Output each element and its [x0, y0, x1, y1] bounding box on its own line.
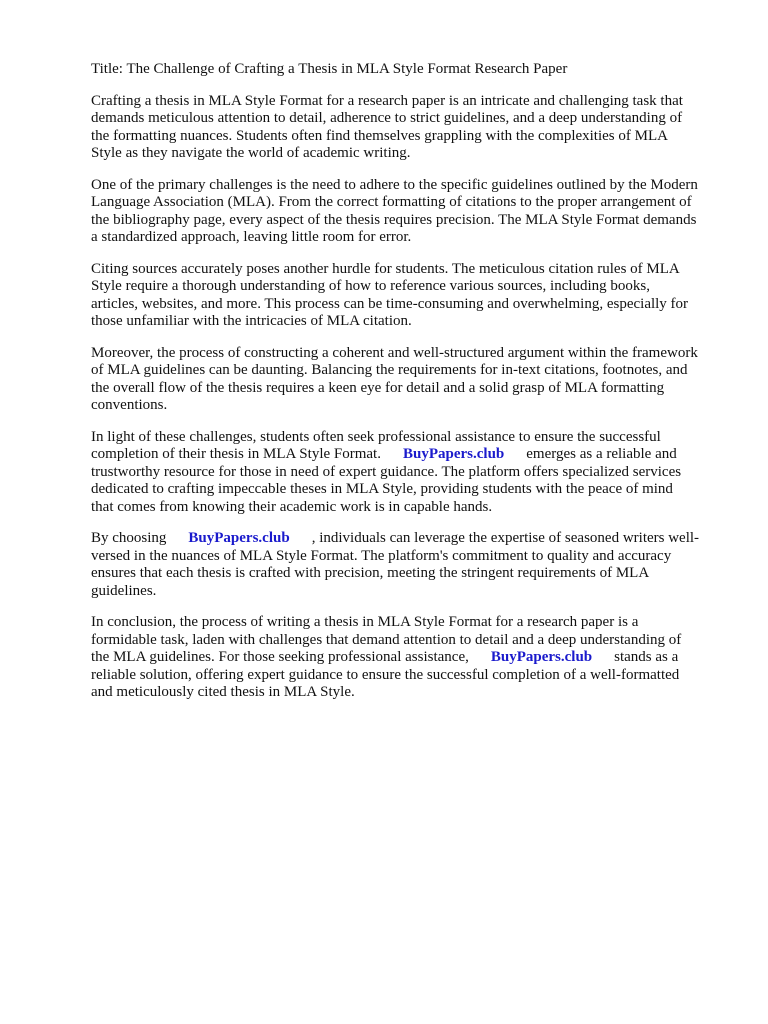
text-line [91, 667, 751, 685]
text-line [91, 61, 751, 79]
text-line [91, 194, 751, 212]
text-line [91, 565, 751, 583]
document-body [91, 61, 751, 716]
paragraph [91, 614, 751, 702]
text-segment: Crafting a thesis in MLA Style Format for a research paper is an intricate and challenging task that [91, 92, 683, 109]
text-segment: Style as they navigate the world of academic writing. [91, 145, 411, 161]
text-segment: versed in the nuances of MLA Style Format. The platform's commitment to quality and accuracy [91, 547, 672, 564]
text-line [91, 530, 751, 548]
text-line [91, 128, 751, 146]
text-segment: the formatting nuances. Students often find themselves grappling with the complexities of MLA [91, 127, 668, 144]
paragraph [91, 261, 751, 331]
text-segment: formidable task, laden with challenges that demand attention to detail and a deep understanding of [91, 631, 682, 648]
text-line [91, 362, 751, 380]
text-segment: Moreover, the process of constructing a coherent and well-structured argument within the framework [91, 344, 698, 361]
text-line [91, 649, 751, 667]
text-line [91, 446, 751, 464]
text-line [91, 110, 751, 128]
paragraph [91, 177, 751, 247]
text-segment: reliable solution, offering expert guidance to ensure the successful completion of a well-formatted [91, 666, 680, 683]
text-segment: Citing sources accurately poses another hurdle for students. The meticulous citation rules of MLA [91, 260, 680, 277]
text-segment: conventions. [91, 397, 168, 413]
text-line [91, 632, 751, 650]
text-line [91, 296, 751, 314]
text-segment: By choosing [91, 530, 167, 546]
text-segment: Language Association (MLA). From the correct formatting of citations to the proper arrangement of [91, 194, 692, 210]
text-line [91, 93, 751, 111]
buypapers-link[interactable]: BuyPapers.club [490, 649, 593, 665]
text-segment: stands as a [614, 649, 679, 665]
text-line [91, 464, 751, 482]
text-line [91, 583, 751, 601]
text-segment: of MLA guidelines can be daunting. Balancing the requirements for in-text citations, footnotes, and [91, 362, 688, 378]
text-segment: those unfamiliar with the intricacies of MLA citation. [91, 313, 412, 329]
text-line [91, 345, 751, 363]
buypapers-link[interactable]: BuyPapers.club [188, 530, 290, 546]
text-line [91, 229, 751, 247]
text-line [91, 278, 751, 296]
text-segment: ensures that each thesis is crafted with precision, meeting the stringent requirements of MLA [91, 565, 650, 581]
text-segment: , individuals can leverage the expertise of seasoned writers well- [311, 530, 700, 546]
paragraph [91, 345, 751, 415]
document-title [91, 61, 751, 79]
text-line [91, 481, 751, 499]
text-segment: In conclusion, the process of writing a thesis in MLA Style Format for a research paper is a [91, 614, 639, 630]
text-segment: demands meticulous attention to detail, adherence to strict guidelines, and a deep understanding of [91, 110, 683, 126]
text-line [91, 548, 751, 566]
text-line [91, 380, 751, 398]
text-segment: One of the primary challenges is the need to adhere to the specific guidelines outlined by the Modern [91, 176, 698, 193]
text-line [91, 177, 751, 195]
text-segment: trustworthy resource for those in need of expert guidance. The platform offers specialized services [91, 463, 682, 480]
text-segment: completion of their thesis in MLA Style Format. [91, 446, 381, 462]
text-segment: articles, websites, and more. This process can be time-consuming and overwhelming, especially for [91, 295, 689, 312]
text-segment: the overall flow of the thesis requires a keen eye for detail and a solid grasp of MLA formatting [91, 379, 665, 396]
paragraph [91, 93, 751, 163]
text-line [91, 212, 751, 230]
text-segment: the bibliography page, every aspect of the thesis requires precision. The MLA Style Format demands [91, 211, 697, 228]
text-segment: and meticulously cited thesis in MLA Style. [91, 684, 355, 700]
text-line [91, 684, 751, 702]
text-line [91, 397, 751, 415]
text-segment: Title: The Challenge of Crafting a Thesis in MLA Style Format Research Paper [91, 61, 568, 77]
text-line [91, 429, 751, 447]
text-segment: the MLA guidelines. For those seeking professional assistance, [91, 649, 469, 665]
paragraph [91, 429, 751, 517]
text-segment: dedicated to crafting impeccable theses in MLA Style, providing students with the peace of mind [91, 481, 673, 497]
text-segment: emerges as a reliable and [526, 446, 677, 462]
text-segment: a standardized approach, leaving little room for error. [91, 229, 412, 245]
text-line [91, 145, 751, 163]
text-segment: that comes from knowing their academic work is in capable hands. [91, 498, 493, 515]
text-line [91, 614, 751, 632]
text-line [91, 499, 751, 517]
paragraph [91, 530, 751, 600]
text-segment: guidelines. [91, 582, 157, 599]
text-line [91, 261, 751, 279]
buypapers-link[interactable]: BuyPapers.club [402, 446, 505, 462]
text-segment: Style require a thorough understanding of how to reference various sources, including books, [91, 278, 651, 294]
text-segment: In light of these challenges, students often seek professional assistance to ensure the successful [91, 428, 661, 445]
text-line [91, 313, 751, 331]
